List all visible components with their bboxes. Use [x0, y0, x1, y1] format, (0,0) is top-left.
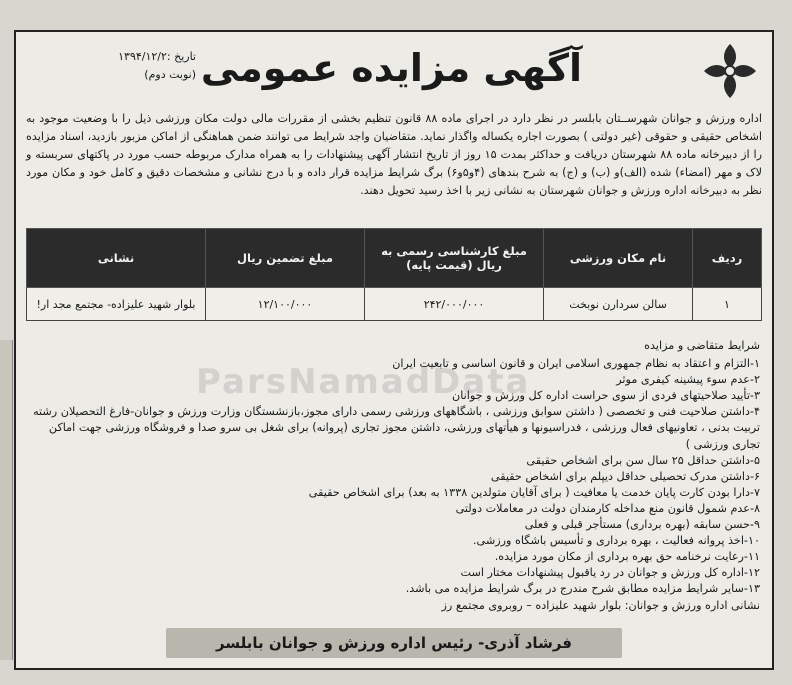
list-item: ۹-حسن سابقه (بهره برداری) مستأجر قبلی و فعلی [524, 518, 760, 532]
list-item: ۸-عدم شمول قانون منع مداخله کارمندان دولت در معاملات دولتی [455, 501, 760, 515]
items-table [26, 228, 762, 321]
col-header-row-num: ردیف [693, 229, 762, 288]
conditions-list [28, 356, 760, 597]
round-label: (نوبت دوم) [144, 68, 196, 81]
table-header-row [27, 229, 762, 288]
list-item: ۶-داشتن مدرک تحصیلی حداقل دیپلم برای اشخاص حقیقی [490, 469, 760, 483]
notice-paper [14, 30, 774, 670]
page-title: آگهی مزایده عمومی [200, 46, 582, 90]
list-item: ۳-تأیید صلاحیتهای فردی از سوی حراست اداره کل ورزش و جوانان [452, 389, 760, 403]
list-item: ۱۰-اخذ پروانه فعالیت ، بهره برداری و تأسیس باشگاه ورزشی. [473, 534, 760, 548]
list-item: ۴-داشتن صلاحیت فنی و تخصصی ( داشتن سوابق ورزشی ، باشگاههای ورزشی رسمی دارای مجوز،بازنشستگان وزارت ورزش و جوانان-فارغ التحصیلان رشته تربیت بدنی ، تعاونیهای فعال ورزشی ، فدراسیونها و هیأتهای ورزشی، داشتن مجوز تجاری (پروانه) برای شغل بی سرو صدا و فروشگاه ورزشی جهت اماکن تجاری ورزشی ) [33, 405, 760, 451]
intro-paragraph: اداره ورزش و جوانان شهرســتان بابلسر در نظر دارد در اجرای ماده ۸۸ قانون تنظیم بخشی از مقررات مالی دولت مکان ورزشی ذیل را با وضعیت موجود به اشخاص حقیقی و حقوقی (غیر دولتی ) بصورت اجاره یکساله واگذار نماید. متقاضیان واجد شرایط می توانند ضمن هماهنگی از اماکن مزبور بازدید، اسناد مزایده را از دبیرخانه ماده ۸۸ شهرستان دریافت و حداکثر بمدت ۱۵ روز از تاریخ انتشار آگهی پیشنهادات را به همراه مدارک مربوطه حسب مورد در پاکتهای سربسته و لاک و مهر (امضاء) شده (الف)و (ب) و (ج) به شرح بندهای (۴و۵و۶) برگ شرایط مزایده قرار داده و با درج نشانی و مشخصات دقیق و کامل خود و مکان مورد نظر به دبیرخانه اداره ورزش و جوانان شهرستان به نشانی زیر با اخذ رسید تحویل دهند. [26, 112, 763, 197]
list-item: ۱۳-سایر شرایط مزایده مطابق شرح مندرج در برگ شرایط مزایده می باشد. [405, 582, 760, 596]
office-address: نشانی اداره ورزش و جوانان: بلوار شهید علیزاده – روبروی مجتمع رز [441, 598, 760, 612]
col-header-guarantee: مبلغ تضمین ریال [206, 229, 365, 288]
cell-guarantee: ۱۲/۱۰۰/۰۰۰ [206, 288, 365, 321]
cell-base-price: ۲۴۲/۰۰۰/۰۰۰ [365, 288, 544, 321]
col-header-address: نشانی [27, 229, 206, 288]
table-row [27, 288, 762, 321]
list-item: ۲-عدم سوء پیشینه کیفری موثر [616, 373, 760, 387]
cell-venue: سالن سردارن نوبخت [544, 288, 693, 321]
col-header-venue: نام مکان ورزشی [544, 229, 693, 288]
signature-footer: فرشاد آذری- رئیس اداره ورزش و جوانان بابلسر [166, 628, 622, 658]
date-box [26, 48, 196, 84]
list-item: ۱۲-اداره کل ورزش و جوانان در رد یاقبول پیشنهادات مختار است [460, 566, 760, 580]
cell-row-num: ۱ [693, 288, 762, 321]
list-item: ۷-دارا بودن کارت پایان خدمت یا معافیت ( برای آقایان متولدین ۱۳۳۸ به بعد) برای اشخاص حقیقی [308, 485, 760, 499]
col-header-base-price: مبلغ کارشناسی رسمی به ریال (قیمت پایه) [365, 229, 544, 288]
list-item: ۱-التزام و اعتقاد به نظام جمهوری اسلامی ایران و قانون اساسی و تابعیت ایران [392, 357, 760, 371]
notice-header [16, 38, 772, 102]
conditions-section [28, 338, 760, 614]
date-line: تاریخ :۱۳۹۴/۱۲/۲ [118, 50, 196, 63]
list-item: ۵-داشتن حداقل ۲۵ سال سن برای اشخاص حقیقی [526, 453, 760, 467]
cell-address: بلوار شهید علیزاده- مجتمع مجد ار! [27, 288, 206, 321]
conditions-title: شرایط متقاضی و مزایده [644, 339, 760, 352]
adjacent-column-strip [0, 340, 13, 660]
flower-emblem-icon [700, 40, 760, 102]
list-item: ۱۱-رعایت نرخنامه حق بهره برداری از مکان مورد مزایده. [494, 550, 760, 564]
watermark-text: ParsNamadData [196, 362, 531, 402]
